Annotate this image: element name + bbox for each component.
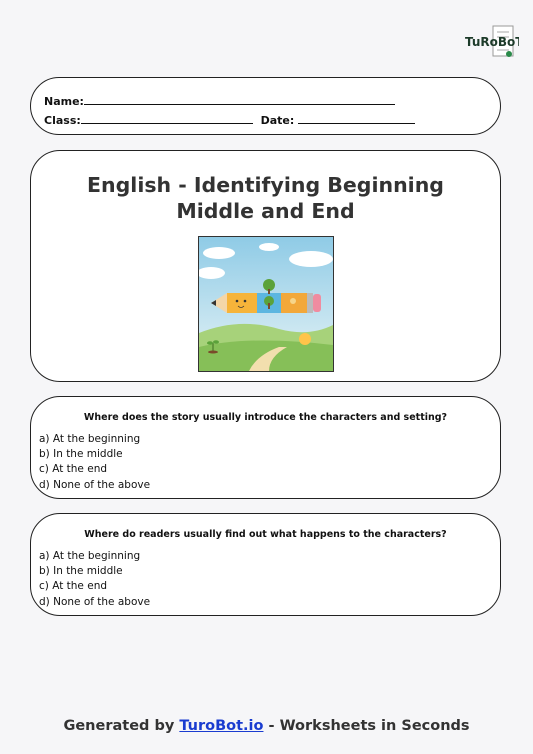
answer-option-c[interactable]: c) At the end (39, 580, 108, 593)
question-card-2 (30, 513, 501, 616)
class-date-line (44, 112, 415, 127)
answer-options (39, 432, 150, 493)
answer-option-a[interactable]: a) At the beginning (39, 433, 141, 445)
student-info-box (30, 77, 501, 135)
title-box (30, 150, 501, 382)
footer-prefix: Generated by (63, 718, 180, 734)
answer-option-d[interactable]: d) None of the above (39, 595, 151, 608)
turobot-logo (463, 24, 519, 60)
class-label: Class: (44, 114, 81, 127)
worksheet-title-line2: Middle and End (176, 199, 355, 223)
answer-option-a[interactable]: a) At the beginning (39, 550, 141, 562)
question-card-1 (30, 396, 501, 499)
pencil-illustration (198, 236, 334, 372)
answer-option-b[interactable]: b) In the middle (39, 448, 123, 461)
question-text: Where does the story usually introduce the characters and setting? (83, 412, 448, 423)
date-label: Date: (260, 114, 295, 127)
answer-option-b[interactable]: b) In the middle (39, 565, 123, 578)
answer-options (39, 549, 150, 610)
question-text: Where do readers usually find out what happens to the characters? (84, 529, 447, 540)
name-field[interactable] (84, 93, 395, 105)
footer (0, 718, 533, 734)
answer-option-d[interactable]: d) None of the above (39, 478, 151, 491)
worksheet-title-line1: English - Identifying Beginning (87, 173, 444, 197)
date-field[interactable] (298, 112, 415, 124)
name-label: Name: (44, 95, 84, 108)
name-line (44, 93, 395, 108)
turobot-link[interactable]: TuroBot.io (179, 718, 264, 734)
class-field[interactable] (81, 112, 253, 124)
logo-text: TuRoBoT (465, 35, 519, 49)
answer-option-c[interactable]: c) At the end (39, 463, 108, 476)
footer-suffix: - Worksheets in Seconds (263, 718, 470, 734)
